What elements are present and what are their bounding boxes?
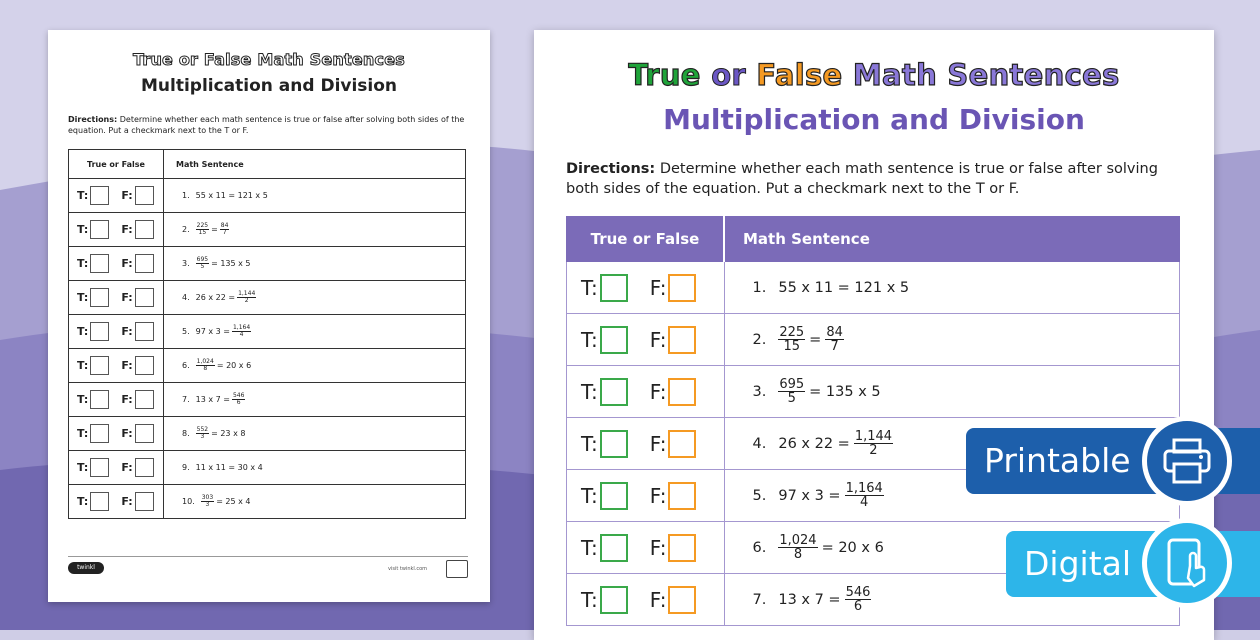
t-label: T:	[581, 587, 598, 612]
title-word-true: True	[628, 58, 701, 92]
t-label: T:	[581, 431, 598, 456]
expression-text: = 25 x 4	[216, 497, 251, 506]
fraction	[196, 257, 209, 270]
f-label: F:	[649, 327, 667, 352]
numerator: 1,024	[196, 358, 214, 365]
fraction	[220, 223, 230, 236]
true-false-cell	[69, 349, 164, 383]
table-row	[567, 262, 1180, 314]
true-checkbox[interactable]	[90, 220, 109, 239]
worksheet-subtitle: Multiplication and Division	[663, 103, 1085, 136]
denominator: 15	[198, 229, 207, 236]
numerator: 695	[779, 377, 805, 392]
denominator: 5	[787, 391, 796, 406]
denominator: 4	[239, 331, 244, 338]
fraction	[196, 427, 209, 440]
expression-text: =	[809, 331, 822, 348]
f-label: F:	[121, 325, 133, 338]
table-row	[69, 383, 466, 417]
false-checkbox[interactable]	[135, 424, 154, 443]
column-header-true-false: True or False	[69, 150, 164, 179]
digital-badge[interactable]: Digital	[1006, 531, 1260, 597]
column-header-math-sentence: Math Sentence	[724, 217, 1180, 262]
denominator: 7	[830, 339, 839, 354]
true-checkbox[interactable]	[90, 186, 109, 205]
title-word-false: False	[756, 58, 843, 92]
expression-text: 97 x 3 =	[195, 327, 230, 336]
problem-number: 1.	[182, 191, 190, 200]
problem-number: 5.	[752, 487, 767, 504]
true-false-options	[69, 424, 163, 443]
twinkl-logo: twinkl	[68, 562, 104, 574]
true-false-cell	[69, 383, 164, 417]
true-false-cell	[567, 262, 725, 314]
problem-number: 8.	[182, 429, 190, 438]
fraction	[232, 325, 251, 338]
problem-number: 5.	[182, 327, 190, 336]
t-label: T:	[77, 427, 89, 440]
printable-badge[interactable]: Printable	[966, 428, 1260, 494]
math-sentence-cell	[724, 262, 1180, 314]
column-header-math-sentence: Math Sentence	[164, 150, 466, 179]
true-checkbox[interactable]	[90, 254, 109, 273]
true-false-cell	[69, 485, 164, 519]
fraction	[845, 586, 872, 613]
f-label: F:	[649, 379, 667, 404]
true-checkbox[interactable]	[600, 430, 628, 458]
math-sentence-cell	[164, 247, 466, 281]
math-sentence	[725, 378, 1180, 405]
table-row	[69, 179, 466, 213]
true-false-options	[69, 254, 163, 273]
t-label: T:	[77, 189, 89, 202]
numerator: 1,144	[238, 290, 256, 297]
false-checkbox[interactable]	[668, 274, 696, 302]
f-label: F:	[121, 223, 133, 236]
title-word-or: or	[711, 58, 747, 92]
t-label: T:	[77, 495, 89, 508]
fraction	[778, 534, 817, 561]
denominator: 5	[200, 263, 205, 270]
false-checkbox[interactable]	[135, 356, 154, 375]
table-row	[69, 247, 466, 281]
f-label: F:	[649, 587, 667, 612]
math-sentence	[725, 280, 1180, 296]
math-sentence	[164, 495, 465, 508]
footer-badge-icon	[446, 560, 468, 578]
problem-number: 7.	[182, 395, 190, 404]
t-label: T:	[77, 359, 89, 372]
numerator: 1,024	[779, 533, 817, 548]
table-row	[69, 281, 466, 315]
expression-text: 55 x 11 = 121 x 5	[195, 191, 268, 200]
f-label: F:	[121, 427, 133, 440]
expression-text: 55 x 11 = 121 x 5	[778, 279, 910, 296]
problem-number: 4.	[182, 293, 190, 302]
t-label: T:	[77, 461, 89, 474]
true-false-options	[567, 326, 724, 354]
true-false-cell	[69, 179, 164, 213]
math-sentence-cell	[724, 314, 1180, 366]
numerator: 546	[232, 392, 245, 399]
numerator: 225	[196, 222, 209, 229]
denominator: 3	[200, 433, 205, 440]
table-row	[69, 417, 466, 451]
table-row	[567, 314, 1180, 366]
math-sentence-cell	[164, 213, 466, 247]
fraction	[232, 393, 245, 406]
numerator: 552	[196, 426, 209, 433]
problem-number: 4.	[752, 435, 767, 452]
expression-text: = 20 x 6	[821, 539, 884, 556]
true-checkbox[interactable]	[90, 356, 109, 375]
true-false-options	[69, 220, 163, 239]
true-checkbox[interactable]	[90, 390, 109, 409]
math-sentence-cell	[164, 315, 466, 349]
fraction	[196, 359, 215, 372]
denominator: 6	[853, 599, 863, 614]
f-label: F:	[649, 275, 667, 300]
true-checkbox[interactable]	[90, 288, 109, 307]
true-false-options	[567, 534, 724, 562]
expression-text: = 135 x 5	[809, 383, 881, 400]
denominator: 8	[793, 547, 803, 562]
expression-text: 13 x 7 =	[195, 395, 230, 404]
true-checkbox[interactable]	[90, 424, 109, 443]
denominator: 3	[205, 501, 210, 508]
false-checkbox[interactable]	[668, 586, 696, 614]
expression-text: 13 x 7 =	[778, 591, 841, 608]
false-checkbox[interactable]	[135, 492, 154, 511]
true-checkbox[interactable]	[600, 586, 628, 614]
math-sentence	[164, 463, 465, 472]
true-false-cell	[567, 366, 725, 418]
denominator: 6	[236, 399, 241, 406]
expression-text: 11 x 11 = 30 x 4	[195, 463, 263, 472]
true-false-cell	[69, 247, 164, 281]
expression-text: 26 x 22 =	[778, 435, 850, 452]
t-label: T:	[77, 223, 89, 236]
problem-number: 9.	[182, 463, 190, 472]
f-label: F:	[121, 495, 133, 508]
t-label: T:	[77, 325, 89, 338]
problem-number: 3.	[182, 259, 190, 268]
math-sentence	[164, 427, 465, 440]
true-checkbox[interactable]	[600, 534, 628, 562]
math-sentence-cell	[164, 349, 466, 383]
t-label: T:	[77, 393, 89, 406]
numerator: 303	[201, 494, 214, 501]
numerator: 1,144	[854, 429, 893, 444]
fraction	[196, 223, 209, 236]
fraction	[854, 430, 893, 457]
true-false-cell	[69, 213, 164, 247]
math-sentence-cell	[164, 281, 466, 315]
title-word-math-sentences: Math Sentences	[852, 58, 1120, 92]
expression-text: 26 x 22 =	[195, 293, 236, 302]
footer-divider	[68, 556, 468, 557]
true-checkbox[interactable]	[90, 492, 109, 511]
true-false-options	[567, 430, 724, 458]
true-false-options	[69, 322, 163, 341]
directions-text: Determine whether each math sentence is true or false after solving both sides of the equation. Put a checkmark next to the T or F.	[68, 115, 465, 135]
math-sentence	[164, 191, 465, 200]
f-label: F:	[649, 535, 667, 560]
numerator: 546	[845, 585, 871, 600]
worksheet-thumbnail	[48, 30, 490, 602]
problem-number: 7.	[752, 591, 767, 608]
fraction	[778, 326, 805, 353]
false-checkbox[interactable]	[135, 220, 154, 239]
directions-label: Directions:	[68, 115, 118, 124]
numerator: 695	[196, 256, 209, 263]
false-checkbox[interactable]	[135, 288, 154, 307]
true-checkbox[interactable]	[90, 458, 109, 477]
math-sentence	[164, 325, 465, 338]
directions-label: Directions:	[566, 161, 656, 177]
expression-text: = 20 x 6	[216, 361, 252, 370]
denominator: 2	[869, 443, 878, 458]
math-sentence	[164, 393, 465, 406]
math-sentence-cell	[164, 383, 466, 417]
table-row	[69, 451, 466, 485]
table-row	[69, 315, 466, 349]
fraction	[845, 482, 884, 509]
false-checkbox[interactable]	[668, 378, 696, 406]
true-false-options	[567, 586, 724, 614]
true-false-cell	[69, 417, 164, 451]
false-checkbox[interactable]	[668, 326, 696, 354]
fraction	[825, 326, 844, 353]
worksheet-directions	[68, 114, 468, 136]
table-row	[567, 366, 1180, 418]
math-sentence-cell	[724, 366, 1180, 418]
math-sentence	[164, 359, 465, 372]
problem-number: 6.	[752, 539, 767, 556]
denominator: 7	[222, 229, 227, 236]
t-label: T:	[581, 535, 598, 560]
t-label: T:	[581, 327, 598, 352]
false-checkbox[interactable]	[135, 254, 154, 273]
true-false-options	[567, 274, 724, 302]
f-label: F:	[121, 393, 133, 406]
column-header-true-false: True or False	[567, 217, 725, 262]
denominator: 8	[203, 365, 208, 372]
table-row	[69, 349, 466, 383]
problem-number: 6.	[182, 361, 190, 370]
worksheet-table	[68, 149, 466, 519]
math-sentence-cell	[164, 179, 466, 213]
math-sentence	[164, 257, 465, 270]
expression-text: 97 x 3 =	[778, 487, 841, 504]
numerator: 1,164	[232, 324, 251, 331]
math-sentence	[164, 291, 465, 304]
true-false-cell	[69, 281, 164, 315]
numerator: 225	[779, 325, 805, 340]
fraction	[778, 378, 805, 405]
f-label: F:	[649, 483, 667, 508]
true-checkbox[interactable]	[600, 378, 628, 406]
true-checkbox[interactable]	[600, 326, 628, 354]
true-false-cell	[567, 418, 725, 470]
f-label: F:	[121, 189, 133, 202]
math-sentence	[164, 223, 465, 236]
denominator: 15	[783, 339, 801, 354]
f-label: F:	[121, 461, 133, 474]
problem-number: 1.	[752, 279, 767, 296]
true-false-options	[567, 482, 724, 510]
true-false-options	[69, 356, 163, 375]
math-sentence-cell	[164, 485, 466, 519]
fraction	[201, 495, 214, 508]
fraction	[237, 291, 256, 304]
expression-text: = 135 x 5	[211, 259, 251, 268]
math-sentence-cell	[164, 417, 466, 451]
false-checkbox[interactable]	[668, 482, 696, 510]
false-checkbox[interactable]	[135, 390, 154, 409]
t-label: T:	[77, 257, 89, 270]
true-false-cell	[567, 470, 725, 522]
true-false-options	[69, 492, 163, 511]
f-label: F:	[121, 257, 133, 270]
numerator: 84	[826, 325, 843, 340]
t-label: T:	[77, 291, 89, 304]
true-checkbox[interactable]	[90, 322, 109, 341]
false-checkbox[interactable]	[668, 430, 696, 458]
problem-number: 10.	[182, 497, 195, 506]
true-false-options	[69, 288, 163, 307]
false-checkbox[interactable]	[135, 322, 154, 341]
true-false-cell	[567, 574, 725, 626]
t-label: T:	[581, 275, 598, 300]
t-label: T:	[581, 483, 598, 508]
tablet-touch-icon	[1142, 518, 1232, 608]
true-false-options	[69, 458, 163, 477]
footer-text: visit twinkl.com	[388, 566, 428, 572]
false-checkbox[interactable]	[668, 534, 696, 562]
math-sentence-cell	[164, 451, 466, 485]
problem-number: 3.	[752, 383, 767, 400]
denominator: 4	[860, 495, 869, 510]
problem-number: 2.	[182, 225, 190, 234]
true-false-cell	[69, 315, 164, 349]
math-sentence	[725, 326, 1180, 353]
true-false-cell	[69, 451, 164, 485]
true-checkbox[interactable]	[600, 482, 628, 510]
worksheet-title: True or False Math Sentences	[133, 50, 405, 69]
table-row	[69, 213, 466, 247]
true-false-cell	[567, 522, 725, 574]
worksheet-title	[534, 58, 1214, 92]
expression-text: = 23 x 8	[211, 429, 246, 438]
t-label: T:	[581, 379, 598, 404]
false-checkbox[interactable]	[135, 458, 154, 477]
printer-icon	[1142, 416, 1232, 506]
f-label: F:	[121, 291, 133, 304]
f-label: F:	[649, 431, 667, 456]
worksheet-directions	[566, 159, 1186, 199]
problem-number: 2.	[752, 331, 767, 348]
table-row	[69, 485, 466, 519]
true-false-cell	[567, 314, 725, 366]
f-label: F:	[121, 359, 133, 372]
true-checkbox[interactable]	[600, 274, 628, 302]
worksheet-subtitle: Multiplication and Division	[140, 76, 398, 96]
true-false-options	[69, 390, 163, 409]
numerator: 1,164	[845, 481, 883, 496]
false-checkbox[interactable]	[135, 186, 154, 205]
denominator: 2	[244, 297, 249, 304]
numerator: 84	[220, 222, 229, 229]
true-false-options	[567, 378, 724, 406]
directions-text: Determine whether each math sentence is true or false after solving both sides of the equation. Put a checkmark next to the T or F.	[566, 161, 1158, 197]
true-false-options	[69, 186, 163, 205]
expression-text: =	[211, 225, 218, 234]
